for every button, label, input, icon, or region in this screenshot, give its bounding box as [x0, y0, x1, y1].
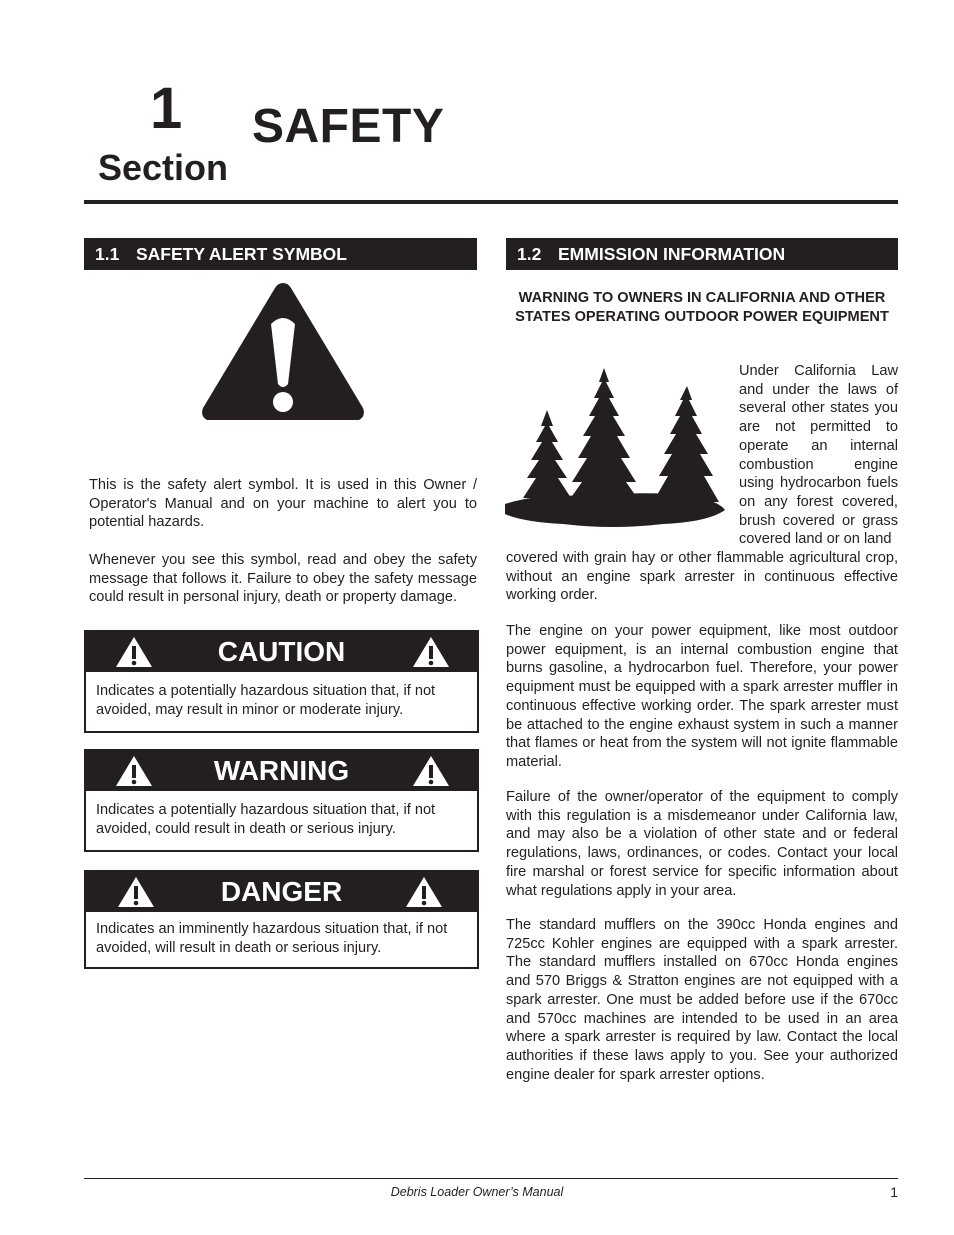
california-warning-heading: WARNING TO OWNERS IN CALIFORNIA AND OTHER STATES OPERATING OUTDOOR POWER EQUIPMENT	[515, 290, 889, 325]
heading-number: 1.2	[517, 244, 542, 264]
warning-label: WARNING	[213, 755, 350, 786]
section-label: Section	[98, 147, 229, 188]
warning-description: Indicates a potentially hazardous situation that, if not avoided, could result in death or serious injury.	[96, 802, 436, 837]
footer-divider	[84, 1178, 898, 1179]
danger-label: DANGER	[220, 876, 343, 907]
caution-header	[86, 632, 477, 672]
compliance-paragraph: Failure of the owner/operator of the equipment to comply with this regulation is a misdemeanor under California law, and may also be a violation of other state and or federal regulations, laws, ordinances, or codes. Contact your local fire marshal or forest service for specific information about what regulations apply in your area.	[506, 789, 898, 899]
caution-label: CAUTION	[217, 636, 346, 667]
engine-paragraph: The engine on your power equipment, like most outdoor power equipment, is an internal combustion engine that burns gasoline, a hydrocarbon fuel. Therefore, your power equipment must be equipped with a spark arrester muffler in continuous effective working order. The spark arrester must be attached to the engine exhaust system in such a manner that flames or heat from the system will not ignite flammable material.	[506, 623, 898, 770]
heading-emission-information	[506, 238, 898, 270]
heading-title: SAFETY ALERT SYMBOL	[136, 244, 347, 264]
warning-triangle-icon	[411, 635, 451, 669]
heading-number: 1.1	[95, 244, 120, 264]
header-divider	[84, 200, 898, 204]
footer-page-number: 1	[890, 1184, 898, 1200]
caution-box	[84, 630, 479, 733]
alert-symbol-description: This is the safety alert symbol. It is used in this Owner / Operator's Manual and on your machine to alert you to potential hazards.	[89, 477, 477, 531]
heading-safety-alert-symbol	[84, 238, 477, 270]
caution-description: Indicates a potentially hazardous situation that, if not avoided, may result in minor or moderate injury.	[96, 683, 436, 718]
section-title: SAFETY	[252, 100, 445, 153]
section-number: 1	[150, 76, 183, 141]
danger-header	[86, 872, 477, 912]
warning-triangle-icon	[404, 875, 444, 909]
california-law-text-continued: covered with grain hay or other flammable agricultural crop, without an engine spark arrester in continuous effective working order.	[506, 550, 898, 604]
warning-triangle-icon	[411, 754, 451, 788]
california-law-text: Under California Law and under the laws of several other states you are not permitted to operate an internal combustion engine using hydrocarbon fuels on any forest covered, brush covered or grass covered land or on land	[739, 363, 898, 548]
warning-box	[84, 749, 479, 852]
danger-description: Indicates an imminently hazardous situation that, if not avoided, will result in death or serious injury.	[96, 921, 448, 956]
warning-header	[86, 751, 477, 791]
evergreen-trees-icon	[503, 364, 733, 536]
muffler-paragraph: The standard mufflers on the 390cc Honda engines and 725cc Kohler engines are equipped with a spark arrester. The standard mufflers installed on 670cc Honda engines and 570 Briggs & Stratton engines are not equipped with a spark arrester. One must be added before use if the 670cc and 570cc machines are intended to be used in an area where a spark arrester is required by law. Contact the local authorities if these laws apply to you. See your authorized engine dealer for spark arrester options.	[506, 917, 898, 1083]
heading-title: EMMISSION INFORMATION	[558, 244, 786, 264]
footer-manual-title: Debris Loader Owner’s Manual	[390, 1185, 564, 1199]
alert-symbol-instruction: Whenever you see this symbol, read and obey the safety message that follows it. Failure to obey the safety message could result in personal injury, death or property damage.	[89, 552, 477, 606]
safety-alert-triangle-icon	[200, 280, 366, 422]
danger-box	[84, 870, 479, 969]
